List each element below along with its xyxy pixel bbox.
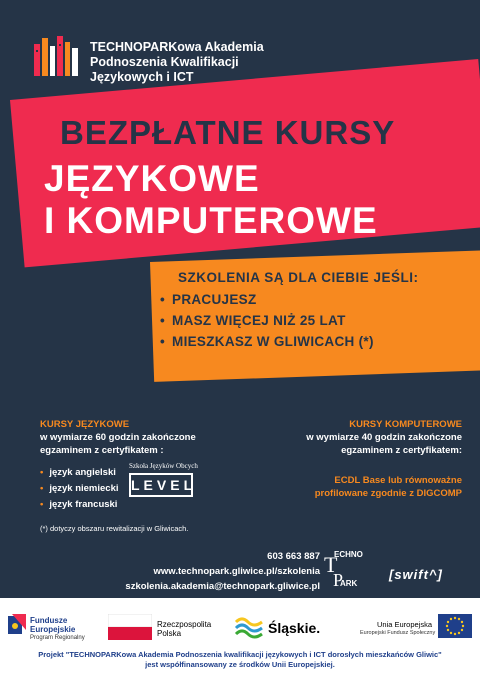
title-computer: I KOMPUTEROWE — [44, 200, 378, 241]
rp-line-2: Polska — [157, 629, 182, 638]
org-line-3: Językowych i ICT — [90, 70, 194, 84]
fe-line-2: Europejskie — [30, 625, 76, 634]
eligibility-box — [160, 270, 419, 352]
footnote: (*) dotyczy obszaru rewitalizacji w Gliwicach. — [40, 524, 189, 533]
unia-europejska-text — [360, 620, 436, 638]
level-logo — [129, 462, 203, 506]
title-language: JĘZYKOWE — [44, 158, 260, 199]
contact-info — [120, 549, 320, 594]
title-course-types — [44, 158, 378, 242]
computer-courses-desc-1: w wymiarze 40 godzin zakończone — [306, 432, 462, 443]
fundusze-europejskie-icon — [8, 612, 28, 636]
title-free-courses: BEZPŁATNE KURSY — [60, 114, 396, 151]
org-name — [90, 40, 264, 85]
slaskie-text: Śląskie. — [268, 620, 321, 636]
language-courses-desc-1: w wymiarze 60 godzin zakończone — [40, 432, 196, 443]
fundusze-europejskie-text — [30, 616, 85, 643]
technopark-logo — [322, 548, 372, 590]
eligibility-item: • MASZ WIĘCEJ NIŻ 25 LAT — [160, 310, 419, 331]
language-courses-title: KURSY JĘZYKOWE — [40, 419, 130, 430]
phone-number[interactable]: 603 663 887 — [267, 551, 320, 562]
language-courses-desc-2: egzaminem z certyfikatem : — [40, 445, 164, 456]
svg-text:ECHNO: ECHNO — [334, 550, 363, 559]
eligibility-heading: SZKOLENIA SĄ DLA CIEBIE JEŚLI: — [178, 270, 419, 285]
eligibility-item: • PRACUJESZ — [160, 289, 419, 310]
svg-text:P: P — [333, 570, 344, 590]
rzeczpospolita-text — [157, 620, 211, 638]
computer-courses — [270, 418, 462, 457]
computer-courses-desc-2: egzaminem z certyfikatem: — [341, 445, 462, 456]
org-line-1: TECHNOPARKowa Akademia — [90, 40, 264, 54]
books-logo-icon — [34, 36, 78, 76]
level-logo-label: Szkoła Języków Obcych — [129, 462, 198, 470]
fe-line-1: Fundusze — [30, 616, 68, 625]
swift-logo: [swift^] — [389, 567, 443, 582]
project-line-1: Projekt "TECHNOPARKowa Akademia Podnoszenia kwalifikacji językowych i ICT dorosłych mieszkańców Gliwic" — [38, 650, 442, 659]
eu-flag-icon — [438, 614, 472, 638]
computer-certificate — [270, 474, 462, 500]
fe-line-3: Program Regionalny — [30, 635, 85, 641]
eligibility-item: • MIESZKASZ W GLIWICACH (*) — [160, 331, 419, 352]
language-item: • język francuski — [40, 497, 240, 513]
language-item: • język niemiecki — [40, 481, 240, 497]
project-line-2: jest współfinansowany ze środków Unii Europejskiej. — [145, 659, 335, 669]
certificate-line-2: profilowane zgodnie z DIGCOMP — [314, 488, 462, 499]
website-link[interactable]: www.technopark.gliwice.pl/szkolenia — [153, 566, 320, 577]
rp-line-1: Rzeczpospolita — [157, 620, 212, 629]
svg-text:ARK: ARK — [340, 579, 358, 588]
level-logo-brand: LEVEL — [129, 473, 193, 497]
slaskie-wave-icon — [234, 614, 264, 640]
eligibility-list — [160, 289, 419, 352]
email-link[interactable]: szkolenia.akademia@technopark.gliwice.pl — [125, 581, 320, 592]
language-item: • język angielski — [40, 465, 240, 481]
ue-line-2: Europejski Fundusz Społeczny — [360, 630, 436, 636]
org-line-2: Podnoszenia Kwalifikacji — [90, 55, 239, 69]
ue-line-1: Unia Europejska — [376, 620, 432, 629]
computer-courses-title: KURSY KOMPUTEROWE — [349, 419, 462, 430]
certificate-line-1: ECDL Base lub równoważne — [334, 475, 462, 486]
polish-flag-icon — [108, 614, 152, 640]
svg-text:T: T — [324, 552, 338, 577]
project-funding-note — [0, 650, 480, 669]
